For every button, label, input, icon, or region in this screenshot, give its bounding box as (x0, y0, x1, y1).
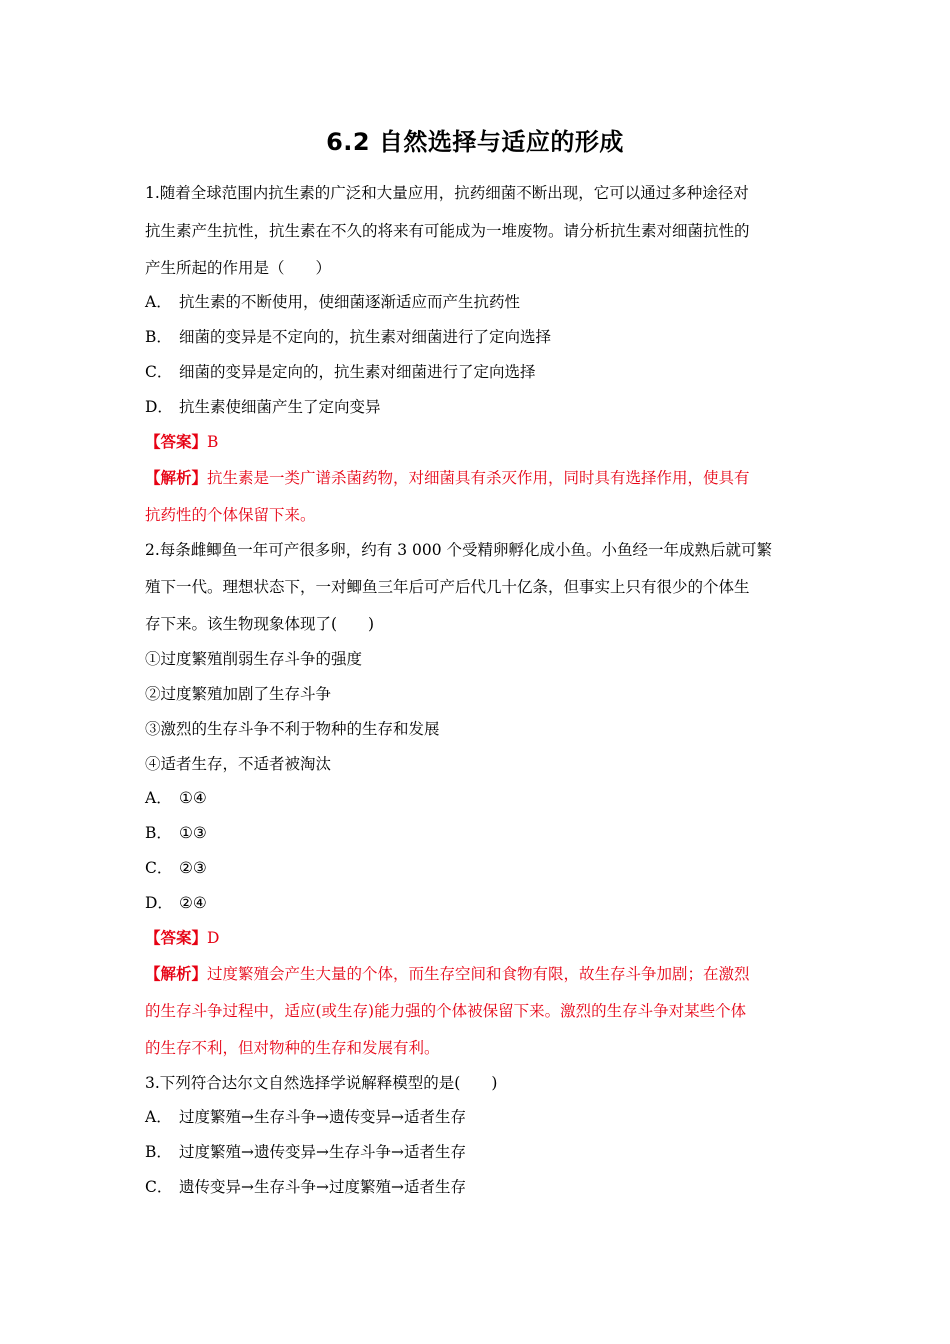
q2-statement-3: ③激烈的生存斗争不利于物种的生存和发展 (145, 720, 440, 738)
option-letter: D． (145, 894, 173, 912)
page-title: 6.2 自然选择与适应的形成 (326, 128, 624, 156)
q1-analysis-line-2: 抗药性的个体保留下来。 (145, 506, 316, 524)
q1-stem-line-2: 抗生素产生抗性，抗生素在不久的将来有可能成为一堆废物。请分析抗生素对细菌抗性的 (145, 222, 750, 240)
option-letter: D． (145, 398, 173, 416)
option-letter: C． (145, 859, 173, 877)
q1-stem-line-3: 产生所起的作用是（ ） (145, 259, 332, 277)
q2-answer (145, 926, 219, 950)
q2-option-a (145, 786, 207, 810)
answer-value: B (207, 433, 219, 451)
option-letter: B． (145, 328, 172, 346)
answer-tag: 【答案】 (145, 929, 208, 947)
q2-statement-1: ①过度繁殖削弱生存斗争的强度 (145, 650, 363, 668)
q2-analysis-line-1 (145, 962, 750, 986)
q1-stem-line-1: 1.随着全球范围内抗生素的广泛和大量应用，抗药细菌不断出现，它可以通过多种途径对 (145, 184, 749, 202)
q2-statement-2: ②过度繁殖加剧了生存斗争 (145, 685, 332, 703)
q3-stem: 3.下列符合达尔文自然选择学说解释模型的是( ) (145, 1074, 498, 1092)
q1-option-a (145, 290, 520, 314)
option-text: 过度繁殖→遗传变异→生存斗争→适者生存 (179, 1143, 466, 1161)
option-letter: B． (145, 1143, 172, 1161)
q1-option-c (145, 360, 536, 384)
option-text: ②④ (179, 894, 207, 912)
q1-option-b (145, 325, 551, 349)
analysis-text: 抗生素是一类广谱杀菌药物，对细菌具有杀灭作用，同时具有选择作用，使具有 (207, 469, 750, 487)
q3-option-a (145, 1105, 466, 1129)
option-letter: A． (145, 789, 172, 807)
option-letter: C． (145, 363, 173, 381)
option-text: 细菌的变异是定向的，抗生素对细菌进行了定向选择 (179, 363, 536, 381)
option-text: ①④ (179, 789, 207, 807)
option-letter: A． (145, 293, 172, 311)
q2-statement-4: ④适者生存，不适者被淘汰 (145, 755, 332, 773)
q2-analysis-line-2: 的生存斗争过程中，适应(或生存)能力强的个体被保留下来。激烈的生存斗争对某些个体 (145, 1002, 747, 1020)
option-text: ②③ (179, 859, 207, 877)
q2-stem-line-1: 2.每条雌鲫鱼一年可产很多卵，约有 3 000 个受精卵孵化成小鱼。小鱼经一年成熟后就可繁 (145, 541, 773, 559)
q2-analysis-line-3: 的生存不利，但对物种的生存和发展有利。 (145, 1039, 440, 1057)
q2-option-d (145, 891, 207, 915)
q3-option-b (145, 1140, 466, 1164)
option-letter: A． (145, 1108, 172, 1126)
option-letter: B． (145, 824, 172, 842)
analysis-tag: 【解析】 (145, 469, 208, 487)
option-text: 抗生素的不断使用，使细菌逐渐适应而产生抗药性 (179, 293, 521, 311)
option-letter: C． (145, 1178, 173, 1196)
answer-tag: 【答案】 (145, 433, 208, 451)
answer-value: D (207, 929, 220, 947)
q2-option-b (145, 821, 207, 845)
q2-option-c (145, 856, 207, 880)
option-text: ①③ (179, 824, 207, 842)
option-text: 细菌的变异是不定向的，抗生素对细菌进行了定向选择 (179, 328, 552, 346)
analysis-text: 过度繁殖会产生大量的个体，而生存空间和食物有限，故生存斗争加剧；在激烈 (207, 965, 750, 983)
q3-option-c (145, 1175, 466, 1199)
q2-stem-line-3: 存下来。该生物现象体现了( ) (145, 615, 375, 633)
analysis-tag: 【解析】 (145, 965, 208, 983)
option-text: 抗生素使细菌产生了定向变异 (179, 398, 381, 416)
option-text: 过度繁殖→生存斗争→遗传变异→适者生存 (179, 1108, 466, 1126)
q1-answer (145, 430, 218, 454)
option-text: 遗传变异→生存斗争→过度繁殖→适者生存 (179, 1178, 466, 1196)
q2-stem-line-2: 殖下一代。理想状态下，一对鲫鱼三年后可产后代几十亿条，但事实上只有很少的个体生 (145, 578, 750, 596)
q1-analysis-line-1 (145, 466, 750, 490)
q1-option-d (145, 395, 381, 419)
